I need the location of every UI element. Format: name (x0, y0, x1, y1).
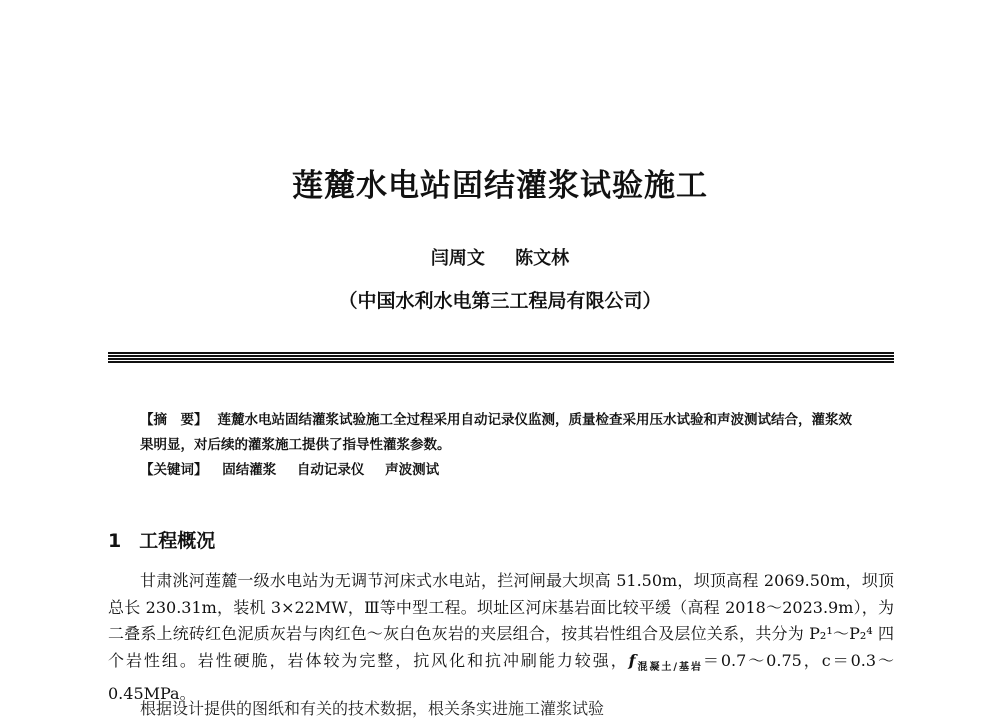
abstract-label: 【摘 要】 (140, 412, 208, 428)
formula-rest: ＝0.7～0.75，c＝0.3～0.45MPa。 (108, 650, 894, 704)
section-heading (108, 526, 215, 553)
next-paragraph: 根据设计提供的图纸和有关的技术数据，根关条实进施工灌浆试验 (140, 699, 605, 718)
paragraph (108, 568, 894, 708)
paragraph-text: 甘肃洮河莲麓一级水电站为无调节河床式水电站，拦河闸最大坝高 51.50m，坝顶高程 2069.50m，坝顶总长 230.31m，装机 3×22MW，Ⅲ等中型工程。坝址区河床基岩面比较平缓（高程 2018～2023.9m），为二叠系上统砖红色泥质灰岩与肉红色～灰白色灰岩的夹层组合，按其岩性组合及层位关系，共分为 P₂¹～P₂⁴ 四个岩性组。岩性硬脆，岩体较为完整，抗风化和抗冲刷能力较强， (108, 571, 894, 670)
formula-subscript: 混凝土/基岩 (635, 661, 703, 673)
keywords-label: 【关键词】 (140, 462, 208, 478)
header-rule (108, 352, 894, 363)
abstract (140, 408, 860, 458)
author-name: 陈文林 (515, 248, 570, 269)
keyword: 固结灌浆 (222, 462, 277, 478)
section-number: 1 (108, 530, 122, 552)
keyword: 自动记录仪 (296, 462, 365, 478)
body-text (108, 568, 894, 708)
author-list (0, 244, 1000, 270)
affiliation: （中国水利水电第三工程局有限公司） (338, 290, 662, 312)
abstract-block (140, 408, 860, 483)
next-paragraph-cut (108, 699, 894, 718)
keywords (140, 458, 860, 483)
section-title: 工程概况 (139, 530, 216, 552)
keyword: 声波测试 (385, 462, 440, 478)
formula-symbol: $f_{混凝土/基岩}$ (628, 650, 703, 673)
abstract-text: 莲麓水电站固结灌浆试验施工全过程采用自动记录仪监测，质量检查采用压水试验和声波测试结合，灌浆效果明显，对后续的灌浆施工提供了指导性灌浆参数。 (140, 412, 852, 453)
author-name: 闫周文 (430, 248, 485, 269)
paper-title: 莲麓水电站固结灌浆试验施工 (292, 168, 708, 204)
